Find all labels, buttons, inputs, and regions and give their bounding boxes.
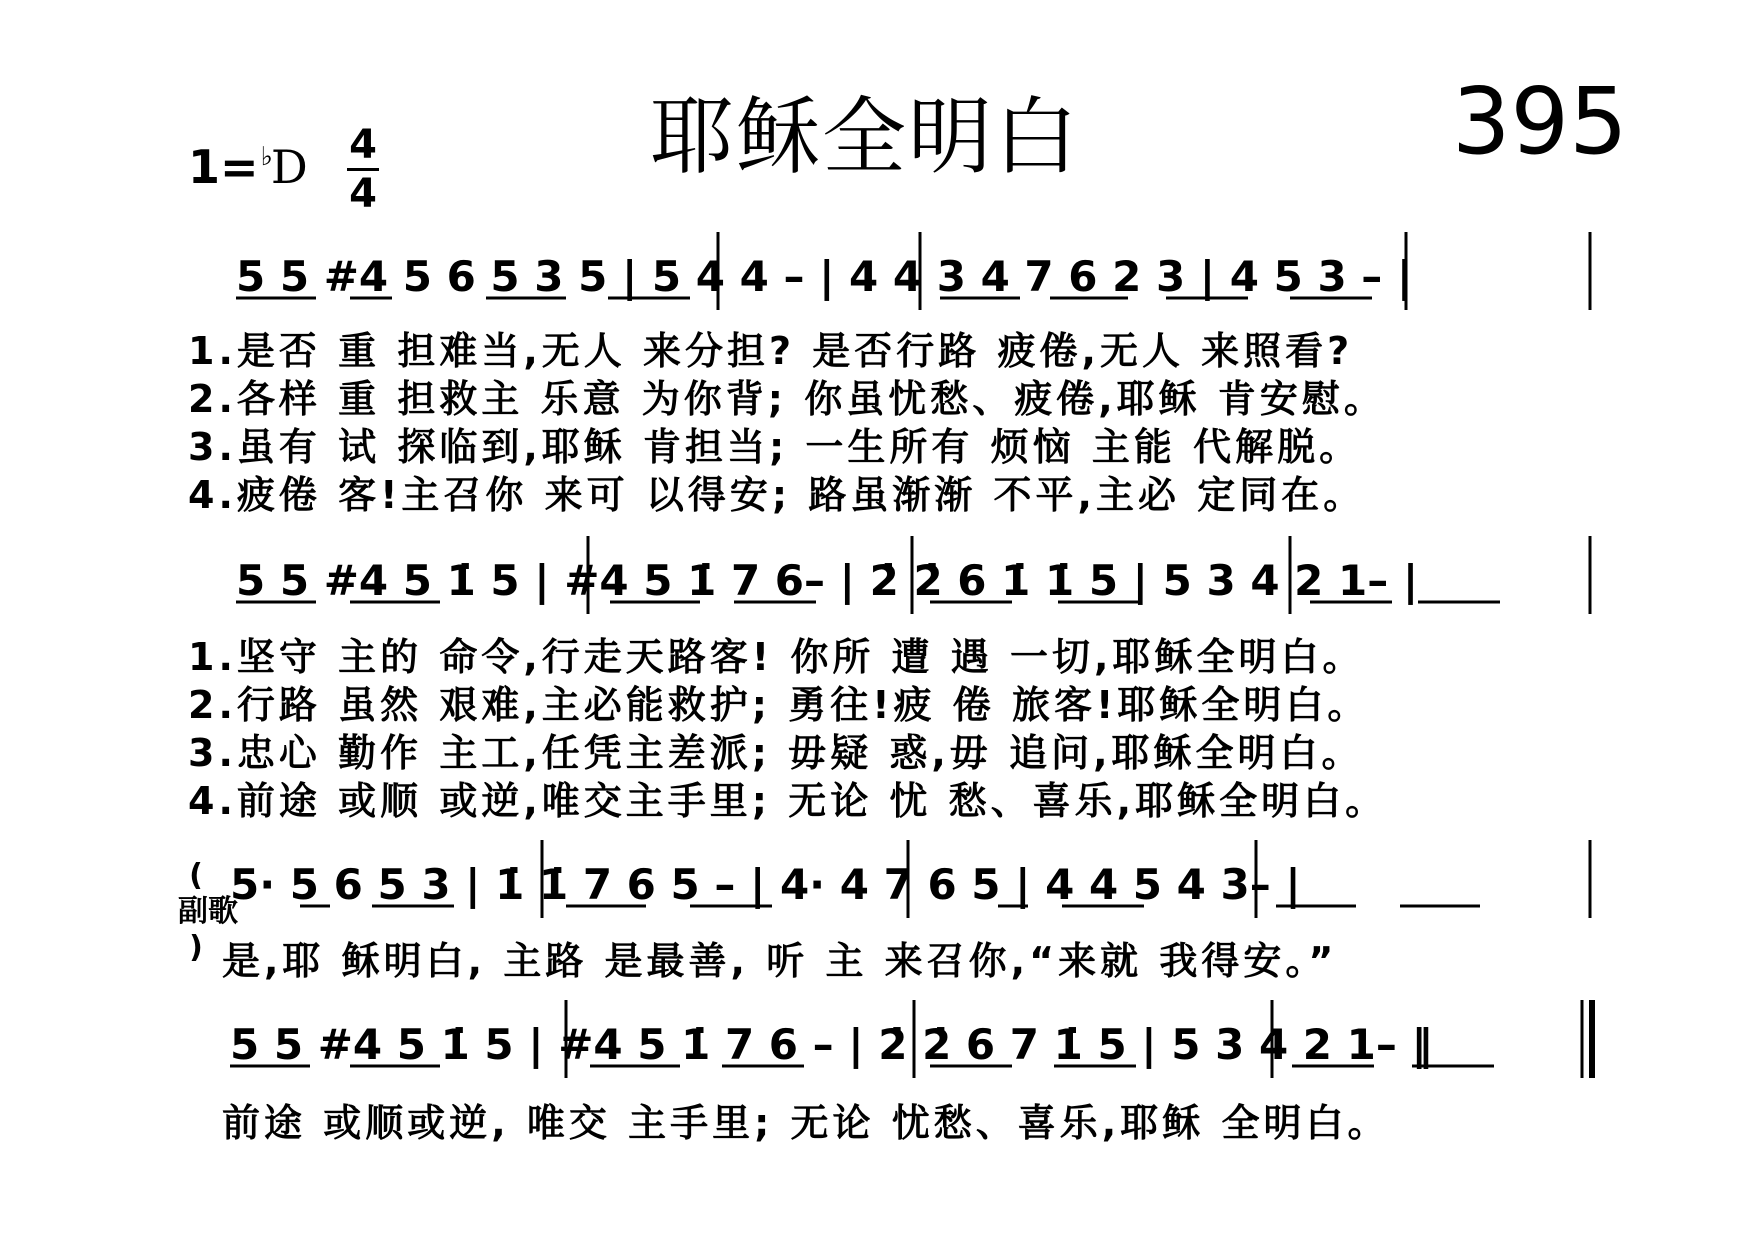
verse-lyric-3: 3.虽有 试 探临到,耶稣 肯担当; 一生所有 烦恼 主能 代解脱。 <box>188 425 1362 469</box>
chorus-lyric-1: 是,耶 稣明白, 主路 是最善, 听 主 来召你,“来就 我得安。” <box>222 939 1338 983</box>
verse-lyric-4: 4.疲倦 客!主召你 来可 以得安; 路虽渐渐 不平,主必 定同在。 <box>188 473 1366 517</box>
meter-bottom: 4 <box>349 171 377 217</box>
chorus-music-line-2: 5 5 #4 5 1̇ 5 | #4 5 1̇ 7 6 – | 2̇ 2̇ 6 7 1̇ 5 | 5 3 4 2 1– ‖ <box>230 1020 1433 1069</box>
verse-lyric-2: 2.各样 重 担救主 乐意 为你背; 你虽忧愁、疲倦,耶稣 肯安慰。 <box>188 377 1386 421</box>
chorus-music-line-1: 5· 5 6 5 3 | 1̇ 1̇ 7 6 5 – | 4· 4 7 6 5 | 4 4 5 4 3– | <box>230 860 1301 909</box>
hymn-title: 耶稣全明白 <box>650 88 1081 186</box>
key-prefix: 1= <box>188 140 259 194</box>
chorus-lyric-2: 前途 或顺或逆, 唯交 主手里; 无论 忧愁、喜乐,耶稣 全明白。 <box>222 1101 1390 1145</box>
refrain-lyric-1: 1.坚守 主的 命令,行走天路客! 你所 遭 遇 一切,耶稣全明白。 <box>188 635 1365 679</box>
refrain-lyric-2: 2.行路 虽然 艰难,主必能救护; 勇往!疲 倦 旅客!耶稣全明白。 <box>188 683 1370 727</box>
verse-music-line-2: 5 5 #4 5 1̇ 5 | #4 5 1̇ 7 6– | 2̇ 2̇ 6 1̇ 1̇ 5 | 5 3 4 2 1– | <box>236 556 1419 605</box>
verse-music-line-1: 5 5 #4 5 6 5 3 5 | 5 4 4 – | 4 4 3 4 7 6 2 3 | 4 5 3 – | <box>236 252 1413 301</box>
verse-lyric-1: 1.是否 重 担难当,无人 来分担? 是否行路 疲倦,无人 来照看? <box>188 329 1354 373</box>
key-letter: D <box>270 140 308 194</box>
hymn-number: 395 <box>1452 68 1628 175</box>
chorus-label: ( 副歌 ) <box>178 858 238 965</box>
meter-top: 4 <box>349 122 377 168</box>
refrain-lyric-4: 4.前途 或顺 或逆,唯交主手里; 无论 忧 愁、喜乐,耶稣全明白。 <box>188 779 1388 823</box>
flat-sign: ♭ <box>260 142 273 172</box>
refrain-lyric-3: 3.忠心 勤作 主工,任凭主差派; 毋疑 惑,毋 追问,耶稣全明白。 <box>188 731 1364 775</box>
